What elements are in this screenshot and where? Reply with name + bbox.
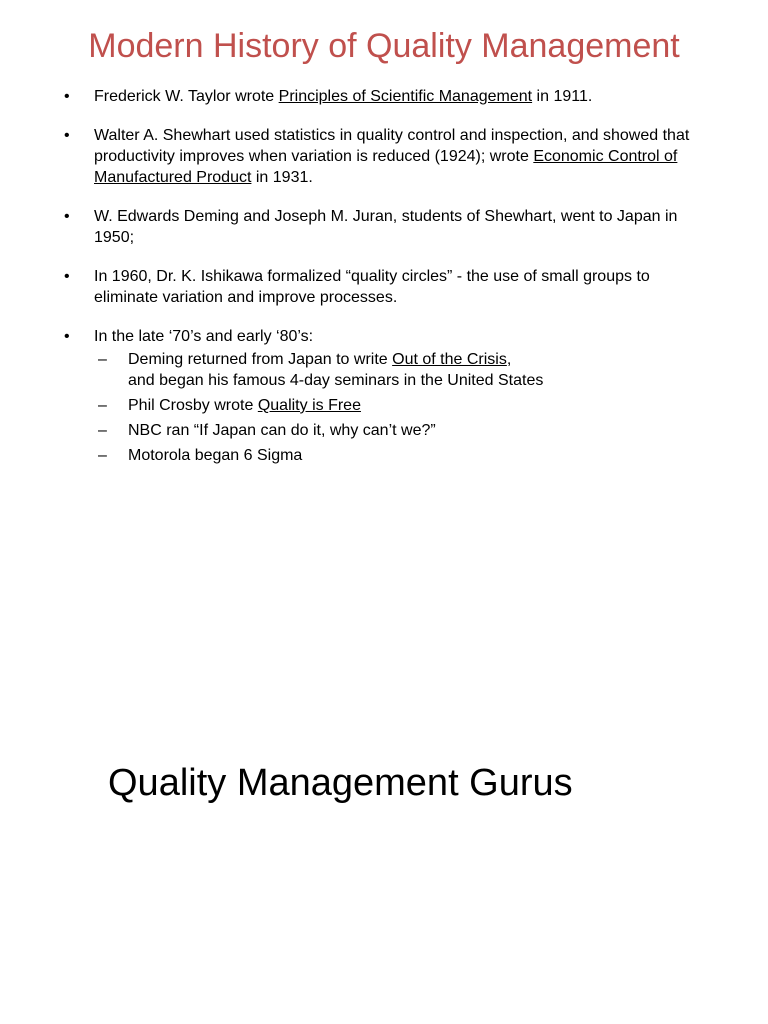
bullet-item-taylor [64,86,714,107]
sub-item-text: and began his famous 4-day seminars in the United States [128,372,544,389]
section-heading: Quality Management Gurus [108,762,573,804]
bullet-item-deming-juran [64,206,714,248]
bullet-text: Frederick W. Taylor wrote [94,88,279,105]
bullet-text: In the late ‘70’s and early ‘80’s: [94,328,314,345]
bullet-text: in 1931. [251,169,313,186]
bullet-item-ishikawa [64,266,714,308]
sub-item-text: Motorola began 6 Sigma [128,447,303,464]
sub-item-text: Phil Crosby wrote [128,397,258,414]
bullet-marker: • [64,268,70,285]
book-title-out-of-the-crisis: Out of the Crisis [392,351,507,368]
bullet-text: In 1960, Dr. K. Ishikawa formalized “quality circles” - the use of small groups to eliminate variation and improve processes. [94,268,650,306]
bullet-marker: • [64,208,70,225]
bullet-item-shewhart [64,125,714,188]
dash-marker: – [98,397,107,414]
bullet-text: W. Edwards Deming and Joseph M. Juran, students of Shewhart, went to Japan in 1950; [94,208,678,246]
sub-item-text: , [506,351,512,368]
dash-marker: – [98,351,107,368]
bullet-list [64,86,714,470]
bullet-marker: • [64,88,70,105]
sub-item-nbc [94,420,714,441]
dash-marker: – [98,422,107,439]
bullet-text: in 1911. [532,88,593,105]
sub-item-crosby [94,395,714,416]
bullet-item-late-70s [64,326,714,466]
book-title-economic-control: Economic Control of Manufactured Product [94,148,678,186]
sub-bullet-list [94,349,714,466]
bullet-marker: • [64,127,70,144]
sub-item-text: NBC ran “If Japan can do it, why can’t we?” [128,422,436,439]
sub-item-deming [94,349,714,391]
sub-item-text: Deming returned from Japan to write [128,351,393,368]
book-title-scientific-management: Principles of Scientific Management [278,88,533,105]
dash-marker: – [98,447,107,464]
slide-title: Modern History of Quality Management [88,27,680,65]
sub-item-motorola [94,445,714,466]
bullet-text: Walter A. Shewhart used statistics in quality control and inspection, and showed that productivity improves when variation is reduced (1924); wrote [94,127,690,165]
book-title-quality-is-free: Quality is Free [257,397,361,414]
bullet-marker: • [64,328,70,345]
